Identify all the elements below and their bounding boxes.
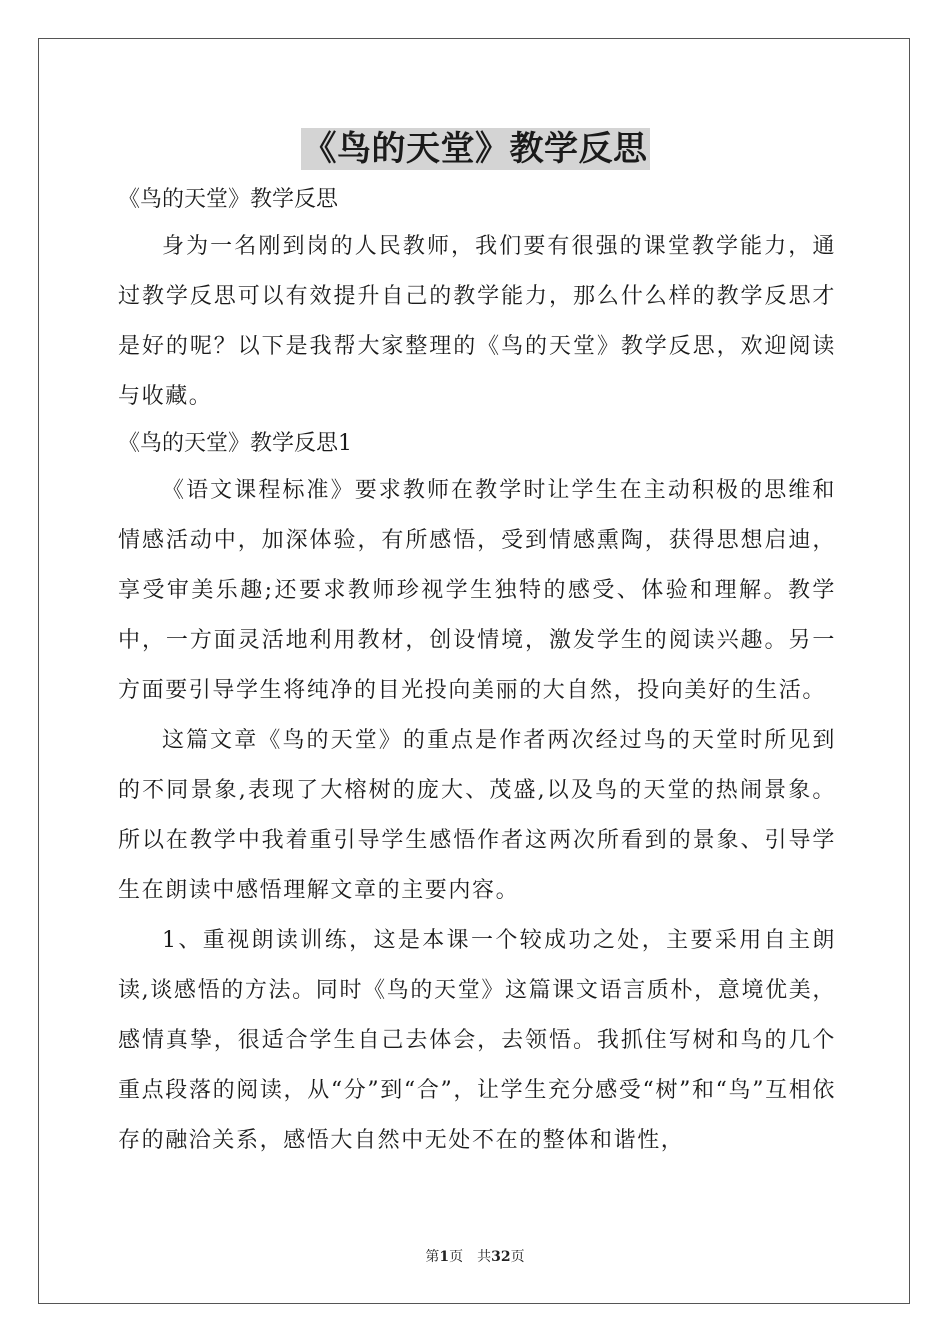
page-prefix: 第 — [425, 1249, 440, 1265]
section-heading: 《鸟的天堂》教学反思1 — [118, 431, 352, 456]
document-body — [118, 178, 836, 1166]
body-paragraph-3: 1、重视朗读训练，这是本课一个较成功之处，主要采用自主朗读,谈感悟的方法。同时《鸟的天堂》这篇课文语言质朴，意境优美，感情真挚，很适合学生自己去体会，去领悟。我抓住写树和鸟的几个重点段落的阅读，从“分”到“合”，让学生充分感受“树”和“鸟”互相依存的融洽关系，感悟大自然中无处不在的整体和谐性， — [118, 928, 836, 1153]
intro-paragraph: 身为一名刚到岗的人民教师，我们要有很强的课堂教学能力，通过教学反思可以有效提升自己的教学能力，那么什么样的教学反思才是好的呢？以下是我帮大家整理的《鸟的天堂》教学反思，欢迎阅读与收藏。 — [118, 234, 836, 409]
body-paragraph-2: 这篇文章《鸟的天堂》的重点是作者两次经过鸟的天堂时所见到的不同景象,表现了大榕树的庞大、茂盛,以及鸟的天堂的热闹景象。所以在教学中我着重引导学生感悟作者这两次所看到的景象、引导学生在朗读中感悟理解文章的主要内容。 — [118, 728, 836, 903]
title-container — [0, 128, 950, 170]
body-paragraph-1: 《语文课程标准》要求教师在教学时让学生在主动积极的思维和情感活动中，加深体验，有所感悟，受到情感熏陶，获得思想启迪，享受审美乐趣;还要求教师珍视学生独特的感受、体验和理解。教学中，一方面灵活地利用教材，创设情境，激发学生的阅读兴趣。另一方面要引导学生将纯净的目光投向美丽的大自然，投向美好的生活。 — [118, 478, 836, 703]
page-mid: 页 共 — [449, 1249, 492, 1265]
document-title: 《鸟的天堂》教学反思 — [302, 129, 648, 169]
intro-heading: 《鸟的天堂》教学反思 — [118, 187, 339, 212]
current-page-number: 1 — [439, 1249, 450, 1265]
page-footer — [0, 1246, 950, 1266]
page-suffix: 页 — [510, 1249, 525, 1265]
total-page-count: 32 — [491, 1249, 511, 1265]
